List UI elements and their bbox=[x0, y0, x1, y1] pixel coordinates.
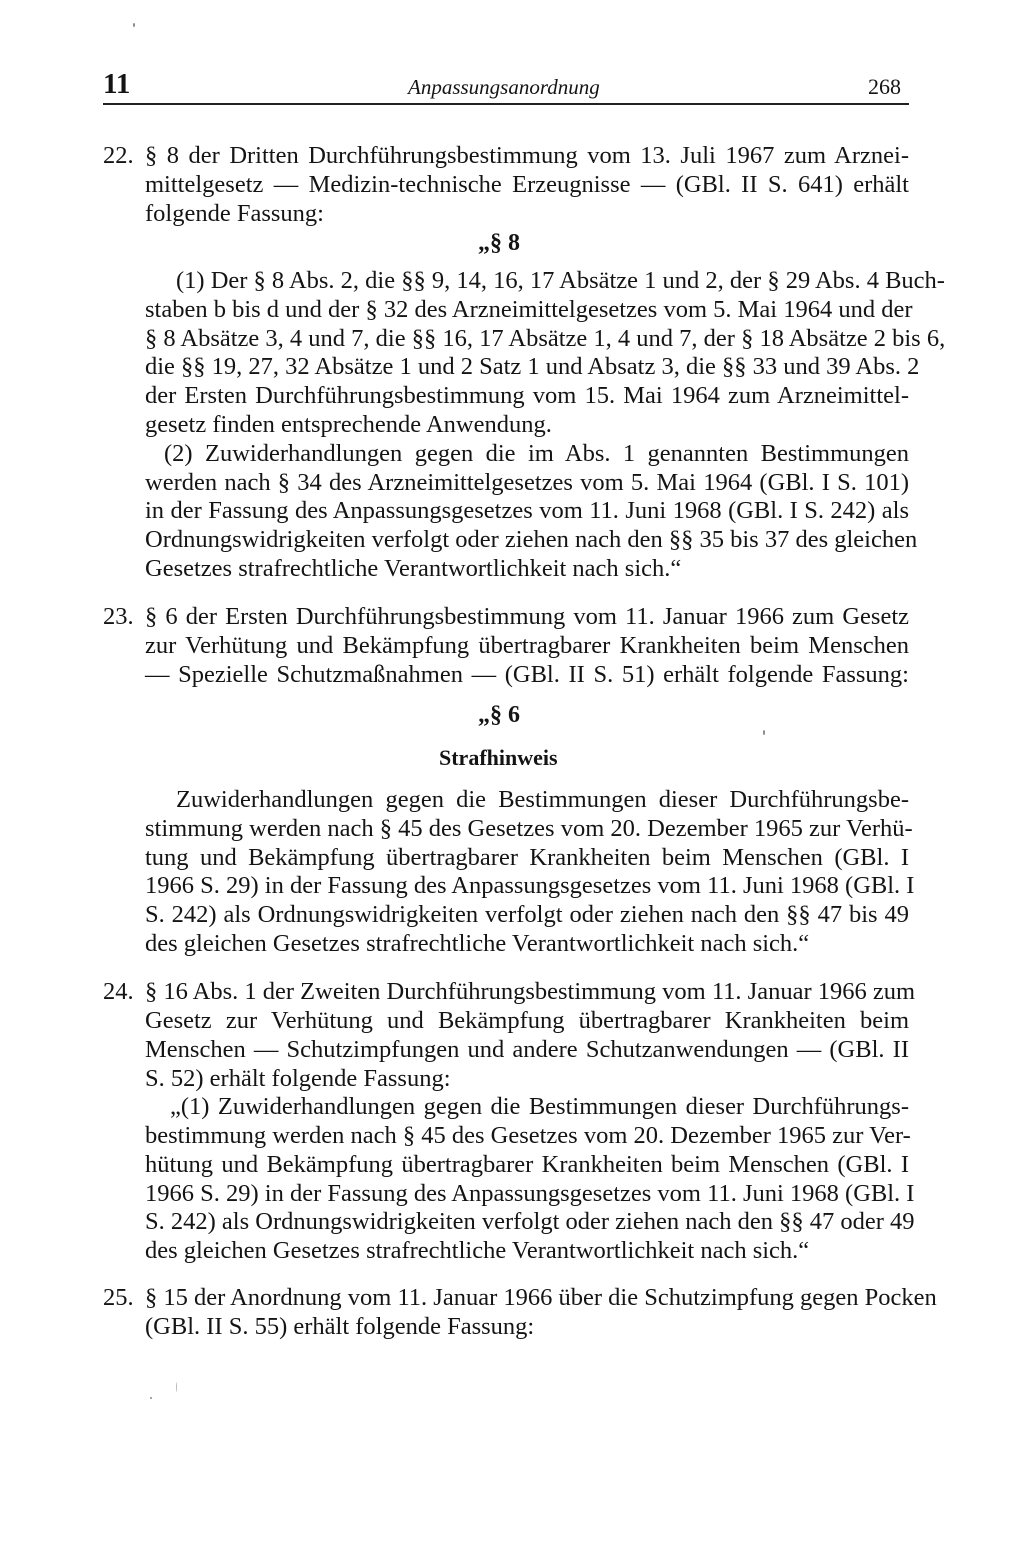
text-line: die §§ 19, 27, 32 Absätze 1 und 2 Satz 1 und Absatz 3, die §§ 33 und 39 Abs. 2 bbox=[145, 353, 920, 380]
item-intro-line: § 16 Abs. 1 der Zweiten Durchführungsbestimmung vom 11. Januar 1966 zum bbox=[145, 978, 916, 1005]
scan-speck bbox=[176, 1382, 177, 1392]
item-intro-line: folgende Fassung: bbox=[145, 200, 324, 227]
header-rule bbox=[103, 103, 909, 105]
text-line: 1966 S. 29) in der Fassung des Anpassungsgesetzes vom 11. Juni 1968 (GBl. I bbox=[145, 1180, 915, 1207]
chapter-number: 11 bbox=[103, 68, 131, 100]
item-number: 22. bbox=[103, 142, 134, 169]
text-line: des gleichen Gesetzes strafrechtliche Verantwortlichkeit nach sich.“ bbox=[145, 930, 810, 957]
item-intro-line: § 6 der Ersten Durchführungsbestimmung vom 11. Januar 1966 zum Gesetz bbox=[145, 603, 909, 630]
scan-speck bbox=[763, 730, 765, 735]
paragraph-mark: „§ 6 bbox=[478, 702, 520, 728]
text-line: tung und Bekämpfung übertragbarer Krankheiten beim Menschen (GBl. I bbox=[145, 844, 909, 871]
item-intro-line: S. 52) erhält folgende Fassung: bbox=[145, 1065, 451, 1092]
text-line: werden nach § 34 des Arzneimittelgesetzes vom 5. Mai 1964 (GBl. I S. 101) bbox=[145, 469, 909, 496]
item-number: 23. bbox=[103, 603, 134, 630]
item-intro-line: mittelgesetz — Medizin-technische Erzeugnisse — (GBl. II S. 641) erhält bbox=[145, 171, 909, 198]
text-line: Ordnungswidrigkeiten verfolgt oder ziehen nach den §§ 35 bis 37 des gleichen bbox=[145, 526, 918, 553]
item-intro-line: § 8 der Dritten Durchführungsbestimmung vom 13. Juli 1967 zum Arznei- bbox=[145, 142, 909, 169]
text-line: des gleichen Gesetzes strafrechtliche Verantwortlichkeit nach sich.“ bbox=[145, 1237, 810, 1264]
text-line: staben b bis d und der § 32 des Arzneimittelgesetzes vom 5. Mai 1964 und der bbox=[145, 296, 913, 323]
text-line: stimmung werden nach § 45 des Gesetzes vom 20. Dezember 1965 zur Verhü- bbox=[145, 815, 913, 842]
item-number: 25. bbox=[103, 1284, 134, 1311]
item-intro-line: Menschen — Schutzimpfungen und andere Schutzanwendungen — (GBl. II bbox=[145, 1036, 909, 1063]
text-line: Zuwiderhandlungen gegen die Bestimmungen dieser Durchführungsbe- bbox=[176, 786, 909, 813]
scan-speck bbox=[133, 23, 135, 27]
item-intro-line: (GBl. II S. 55) erhält folgende Fassung: bbox=[145, 1313, 535, 1340]
item-intro-line: Gesetz zur Verhütung und Bekämpfung übertragbarer Krankheiten beim bbox=[145, 1007, 909, 1034]
text-line: 1966 S. 29) in der Fassung des Anpassungsgesetzes vom 11. Juni 1968 (GBl. I bbox=[145, 872, 915, 899]
text-line: in der Fassung des Anpassungsgesetzes vom 11. Juni 1968 (GBl. I S. 242) als bbox=[145, 497, 909, 524]
paragraph-mark: „§ 8 bbox=[478, 230, 520, 256]
item-intro-line: § 15 der Anordnung vom 11. Januar 1966 über die Schutzimpfung gegen Pocken bbox=[145, 1284, 937, 1311]
scan-speck bbox=[150, 1397, 152, 1399]
text-line: Gesetzes strafrechtliche Verantwortlichkeit nach sich.“ bbox=[145, 555, 682, 582]
text-line: „(1) Zuwiderhandlungen gegen die Bestimmungen dieser Durchführungs- bbox=[170, 1093, 909, 1120]
item-number: 24. bbox=[103, 978, 134, 1005]
item-intro-line: — Spezielle Schutzmaßnahmen — (GBl. II S. 51) erhält folgende Fassung: bbox=[145, 661, 909, 688]
text-line: S. 242) als Ordnungswidrigkeiten verfolgt oder ziehen nach den §§ 47 bis 49 bbox=[145, 901, 909, 928]
text-line: hütung und Bekämpfung übertragbarer Krankheiten beim Menschen (GBl. I bbox=[145, 1151, 909, 1178]
text-line: § 8 Absätze 3, 4 und 7, die §§ 16, 17 Absätze 1, 4 und 7, der § 18 Absätze 2 bis 6, bbox=[145, 325, 946, 352]
running-title: Anpassungsanordnung bbox=[408, 75, 600, 99]
text-line: (2) Zuwiderhandlungen gegen die im Abs. 1 genannten Bestimmungen bbox=[164, 440, 909, 467]
section-heading: Strafhinweis bbox=[439, 745, 558, 770]
text-line: (1) Der § 8 Abs. 2, die §§ 9, 14, 16, 17 Absätze 1 und 2, der § 29 Abs. 4 Buch- bbox=[176, 267, 945, 294]
text-line: bestimmung werden nach § 45 des Gesetzes vom 20. Dezember 1965 zur Ver- bbox=[145, 1122, 911, 1149]
text-line: S. 242) als Ordnungswidrigkeiten verfolgt oder ziehen nach den §§ 47 oder 49 bbox=[145, 1208, 915, 1235]
text-line: der Ersten Durchführungsbestimmung vom 15. Mai 1964 zum Arzneimittel- bbox=[145, 382, 909, 409]
text-line: gesetz finden entsprechende Anwendung. bbox=[145, 411, 552, 438]
page-number: 268 bbox=[868, 74, 901, 99]
item-intro-line: zur Verhütung und Bekämpfung übertragbarer Krankheiten beim Menschen bbox=[145, 632, 909, 659]
